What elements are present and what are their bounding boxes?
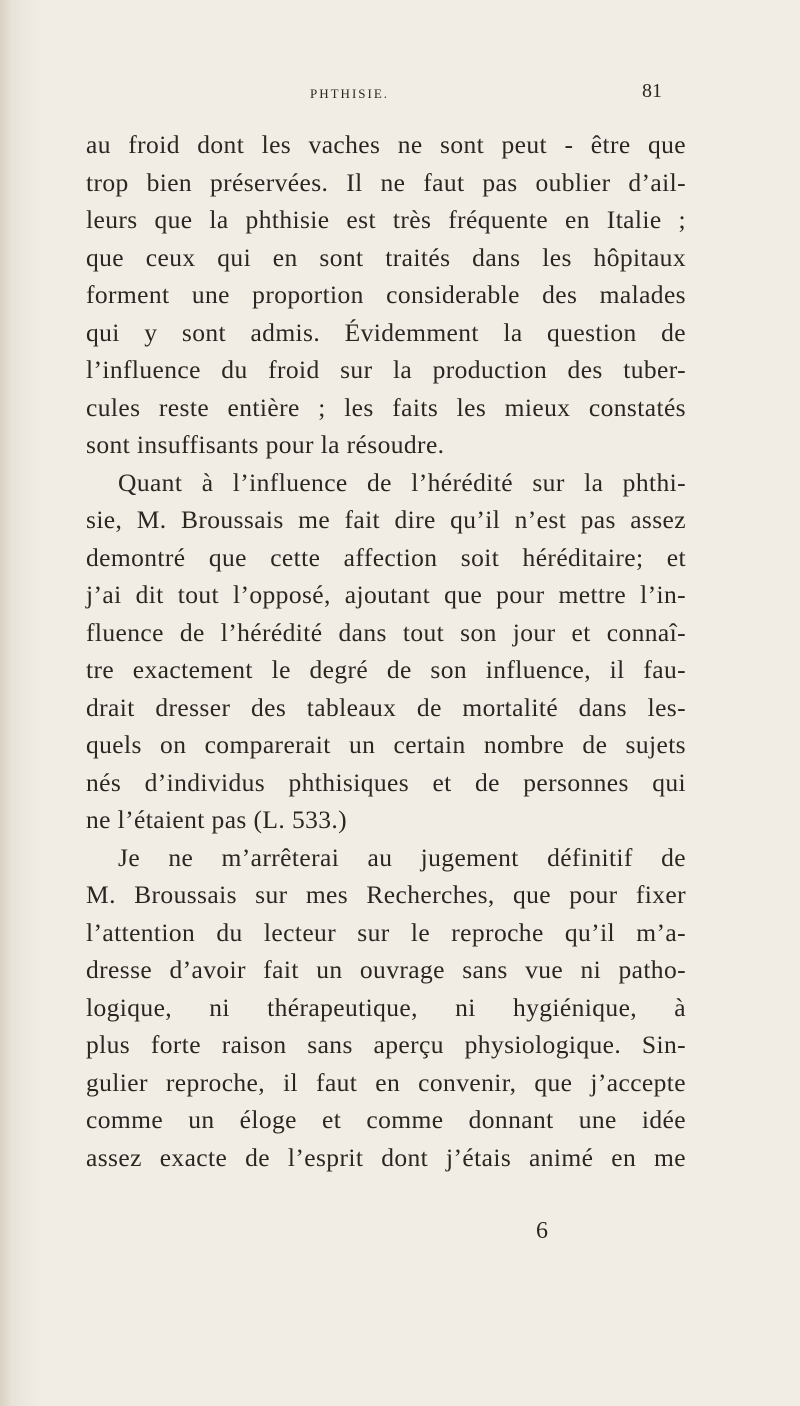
text-line: drait dresser des tableaux de mortalité dans les- <box>86 692 686 722</box>
body-text <box>86 126 686 1176</box>
text-line: logique, ni thérapeutique, ni hygiénique, à <box>86 992 686 1022</box>
text-line: Je ne m’arrêterai au jugement définitif de <box>118 842 686 872</box>
text-line: quels on comparerait un certain nombre de sujets <box>86 730 686 759</box>
text-line: j’ai dit tout l’opposé, ajoutant que pour mettre l’in- <box>86 580 686 609</box>
text-line: assez exacte de l’esprit dont j’étais animé en me <box>86 1142 686 1172</box>
text-line: M. Broussais sur mes Recherches, que pour fixer <box>86 880 686 909</box>
text-line: que ceux qui en sont traités dans les hôpitaux <box>86 242 686 272</box>
text-line: cules reste entière ; les faits les mieux constatés <box>86 392 686 422</box>
page-gutter <box>0 0 14 1406</box>
text-line: Quant à l’influence de l’hérédité sur la phthi- <box>118 467 686 497</box>
text-line: sont insuffisants pour la résoudre. <box>86 430 445 459</box>
text-line: leurs que la phthisie est très fréquente en Italie ; <box>86 205 686 234</box>
text-line: forment une proportion considerable des malades <box>86 280 686 309</box>
text-line: comme un éloge et comme donnant une idée <box>86 1105 686 1134</box>
text-line: qui y sont admis. Évidemment la question de <box>86 317 686 347</box>
text-line: plus forte raison sans aperçu physiologique. Sin- <box>86 1030 686 1059</box>
text-line: gulier reproche, il faut en convenir, que j’accepte <box>86 1067 686 1097</box>
text-line: l’influence du froid sur la production des tuber- <box>86 355 686 384</box>
signature-mark: 6 <box>536 1218 548 1244</box>
page-number: 81 <box>642 80 662 102</box>
text-line: trop bien préservées. Il ne faut pas oublier d’ail- <box>86 167 686 197</box>
text-line: fluence de l’hérédité dans tout son jour et connaî- <box>86 617 686 647</box>
text-line: demontré que cette affection soit héréditaire; et <box>86 542 686 572</box>
page-header <box>0 80 800 110</box>
text-line: ne l’étaient pas (L. 533.) <box>86 805 348 834</box>
text-line: au froid dont les vaches ne sont peut - être que <box>86 130 686 159</box>
text-line: l’attention du lecteur sur le reproche qu’il m’a- <box>86 917 686 947</box>
text-line: tre exactement le degré de son influence, il fau- <box>86 655 686 684</box>
text-line: dresse d’avoir fait un ouvrage sans vue ni patho- <box>86 955 686 984</box>
text-line: sie, M. Broussais me fait dire qu’il n’est pas assez <box>86 505 686 534</box>
text-line: nés d’individus phthisiques et de personnes qui <box>86 767 686 797</box>
running-title: PHTHISIE. <box>310 86 390 101</box>
